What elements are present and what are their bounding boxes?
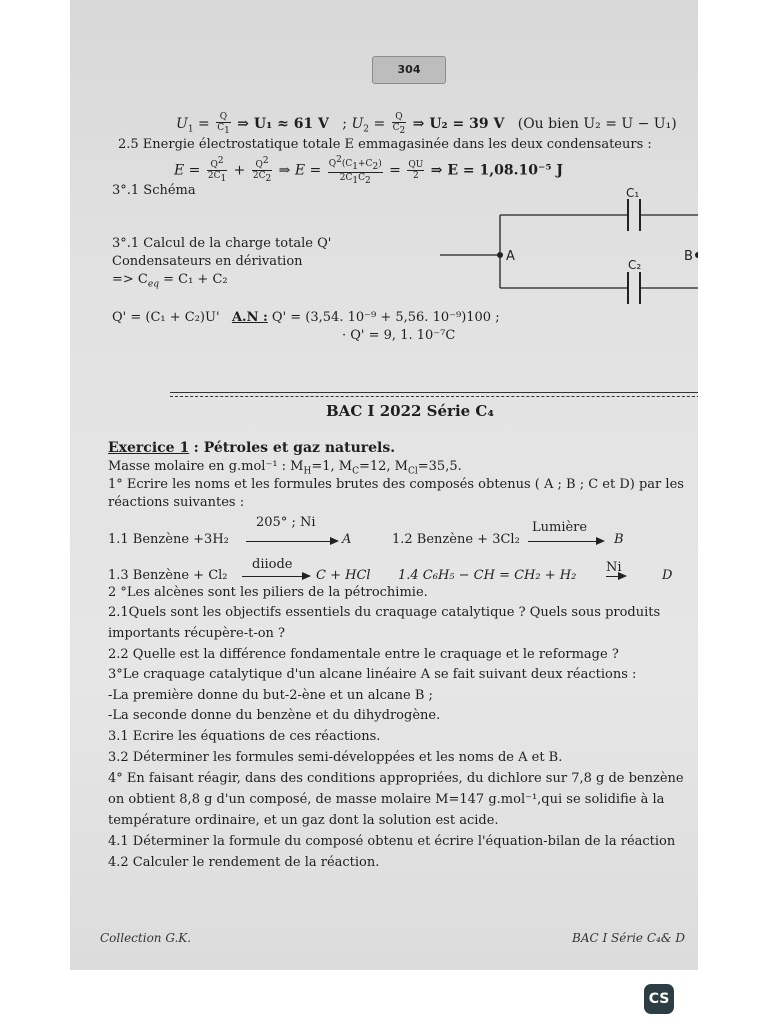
energy-formula: E = $\frac{Q^2}{2C_1}$ + $\frac{Q^2}{2C_2}$ ⇒ E = $\frac{Q^2(C_1+C_2)}{2C_1C_2}$ = $\frac{QU}{2}$ ⇒ E = 1,08.10⁻⁵ J xyxy=(174,155,563,186)
reaction-1-2-arrow xyxy=(528,541,598,542)
reaction-1-1-product: A xyxy=(342,532,352,547)
an-label: A.N : xyxy=(231,310,268,325)
reaction-1-2: 1.2 Benzène + 3Cl₂ xyxy=(392,532,520,547)
body-line: -La première donne du but-2-ène et un alcane B ; xyxy=(108,688,433,703)
reaction-1-4-arrowhead xyxy=(618,572,627,580)
body-line: 2.2 Quelle est la différence fondamentale entre le craquage et le reformage ? xyxy=(108,647,619,662)
reaction-1-1-arrow xyxy=(246,541,332,542)
document-page xyxy=(70,0,698,970)
reaction-1-4: 1.4 C₆H₅ − CH = CH₂ + H₂ xyxy=(398,568,577,583)
body-line: -La seconde donne du benzène et du dihydrogène. xyxy=(108,708,441,723)
exercise-title: : Pétroles et gaz naturels. xyxy=(193,440,396,456)
energy-result: ⇒ E = 1,08.10⁻⁵ J xyxy=(430,162,563,179)
reaction-1-4-condition: Ni xyxy=(606,560,622,575)
schema-title: 3°.1 Schéma xyxy=(112,183,196,198)
node-a-dot xyxy=(497,252,503,258)
q-result: · Q' = 9, 1. 10⁻⁷C xyxy=(342,328,456,343)
body-line: 4° En faisant réagir, dans des conditions appropriées, du dichlore sur 7,8 g de benzène xyxy=(108,771,684,786)
reaction-1-3: 1.3 Benzène + Cl₂ xyxy=(108,568,228,583)
body-line: 4.2 Calculer le rendement de la réaction. xyxy=(108,855,380,870)
camscanner-logo-icon: CS xyxy=(644,984,674,1014)
section-2-5: 2.5 Energie électrostatique totale E emmagasinée dans les deux condensateurs : xyxy=(118,137,652,152)
charge-line3: => $C_{eq} = C_1 + C_2$ xyxy=(112,272,228,290)
u1-result: ⇒ U₁ ≈ 61 V xyxy=(237,115,329,132)
c2-label: C₂ xyxy=(628,258,642,272)
u2-result: ⇒ U₂ = 39 V xyxy=(412,115,505,132)
charge-title: 3°.1 Calcul de la charge totale Q' xyxy=(112,236,332,251)
separator-solid xyxy=(170,392,698,393)
reaction-1-3-arrow xyxy=(242,576,304,577)
node-b-dot xyxy=(695,252,698,258)
body-line: 3.1 Ecrire les équations de ces réactions. xyxy=(108,729,381,744)
molar-masses: Masse molaire en g.mol⁻¹ : $M_H=1$, $M_C=12$, $M_{Cl}=35,5$. xyxy=(108,459,462,477)
charge-line2: Condensateurs en dérivation xyxy=(112,254,303,269)
page-number: 304 xyxy=(372,56,446,84)
body-line: 3°Le craquage catalytique d'un alcane linéaire A se fait suivant deux réactions : xyxy=(108,667,637,682)
body-line: importants récupère-t-on ? xyxy=(108,626,286,641)
reaction-1-2-product: B xyxy=(614,532,624,547)
body-line: on obtient 8,8 g d'un composé, de masse molaire M=147 g.mol⁻¹,qui se solidifie à la xyxy=(108,792,665,807)
reaction-1-1-condition: 205° ; Ni xyxy=(256,515,316,530)
reaction-1-3-product: C + HCl xyxy=(316,568,371,583)
node-b-label: B xyxy=(684,249,693,264)
exercise-heading xyxy=(108,440,395,456)
body-line: 3.2 Déterminer les formules semi-développées et les noms de A et B. xyxy=(108,750,563,765)
exam-title: BAC I 2022 Série C₄ xyxy=(326,402,494,420)
body-line: température ordinaire, et un gaz dont la solution est acide. xyxy=(108,813,499,828)
exercise-label: Exercice 1 xyxy=(108,440,190,456)
voltage-line: $U_1$ = $\frac{Q}{C_1}$ ⇒ U₁ ≈ 61 V ; $U_2$ = $\frac{Q}{C_2}$ ⇒ U₂ = 39 V (Ou bien U₂ = U − U₁) xyxy=(176,112,677,136)
q-formula-line: Q' = (C₁ + C₂)U' A.N : Q' = (3,54. 10⁻⁹ + 5,56. 10⁻⁹)100 ; xyxy=(112,310,500,325)
question-1-cont: réactions suivantes : xyxy=(108,495,245,510)
body-line: 2 °Les alcènes sont les piliers de la pétrochimie. xyxy=(108,585,428,600)
reaction-1-1-arrowhead xyxy=(330,537,339,545)
reaction-1-1: 1.1 Benzène +3H₂ xyxy=(108,532,229,547)
reaction-1-4-product: D xyxy=(662,568,673,583)
c1-label: C₁ xyxy=(626,186,640,200)
reaction-1-3-arrowhead xyxy=(302,572,311,580)
body-line: 4.1 Déterminer la formule du composé obtenu et écrire l'équation-bilan de la réaction xyxy=(108,834,676,849)
question-1: 1° Ecrire les noms et les formules brutes des composés obtenus ( A ; B ; C et D) par les xyxy=(108,477,684,492)
body-line: 2.1Quels sont les objectifs essentiels du craquage catalytique ? Quels sous produits xyxy=(108,605,661,620)
reaction-1-2-arrowhead xyxy=(596,537,605,545)
footer-left: Collection G.K. xyxy=(100,931,192,945)
node-a-label: A xyxy=(506,249,515,264)
u2-alt: (Ou bien U₂ = U − U₁) xyxy=(517,115,677,132)
footer-right: BAC I Série C₄& D xyxy=(572,931,685,945)
reaction-1-3-condition: diiode xyxy=(252,557,293,572)
reaction-1-2-condition: Lumière xyxy=(532,520,588,535)
separator-dashed xyxy=(170,396,698,397)
circuit-diagram xyxy=(440,185,698,310)
